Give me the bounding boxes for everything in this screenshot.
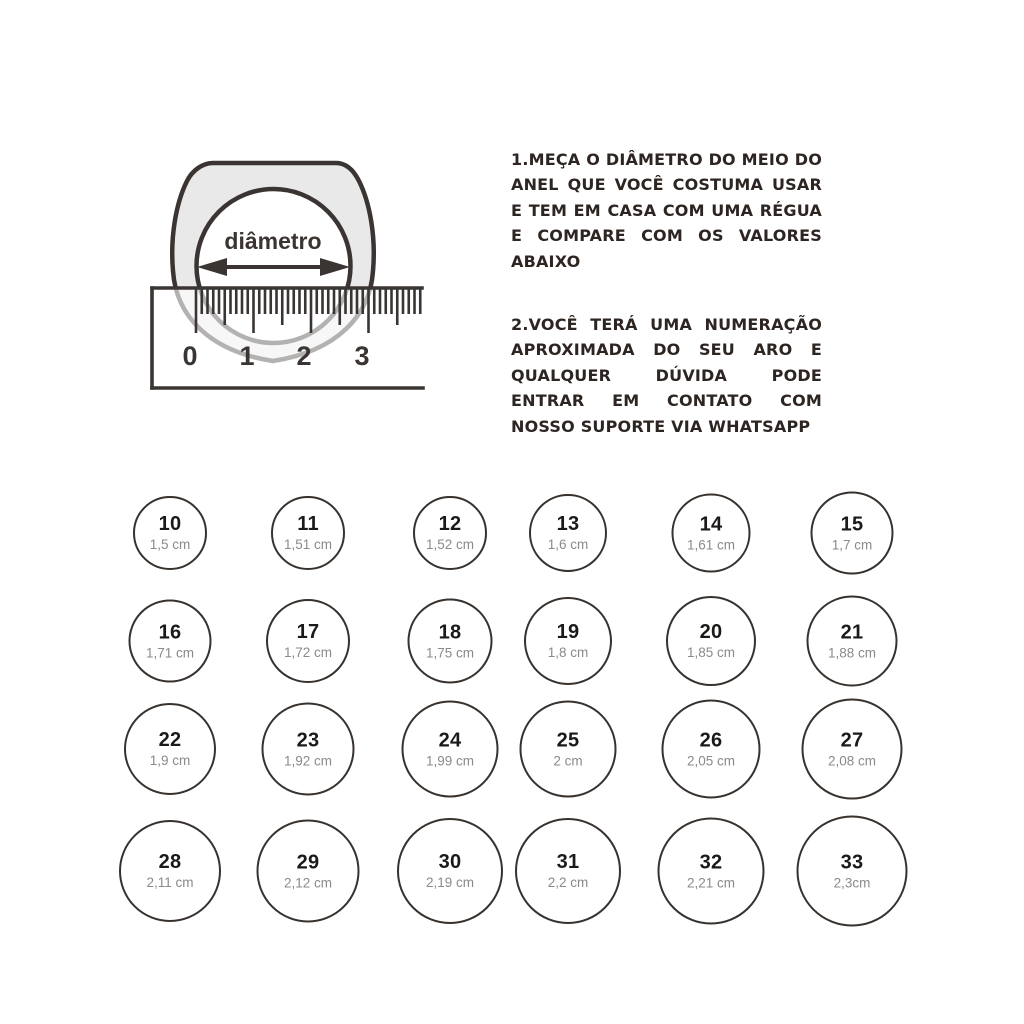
- size-diameter: 2,12 cm: [283, 875, 333, 891]
- size-circle: [672, 494, 751, 573]
- diameter-label: diâmetro: [224, 228, 322, 254]
- size-circle: [133, 496, 207, 570]
- size-number: 23: [296, 729, 320, 752]
- size-circle: [129, 600, 212, 683]
- size-number: 11: [297, 513, 319, 536]
- size-circle: [529, 494, 607, 572]
- size-number: 10: [158, 513, 182, 536]
- size-number: 33: [840, 851, 864, 874]
- size-diameter: 2,08 cm: [827, 753, 877, 769]
- size-circle: [266, 599, 350, 683]
- size-number: 15: [840, 513, 864, 536]
- size-number: 12: [438, 513, 462, 536]
- size-diameter: 2,2 cm: [547, 875, 589, 891]
- size-diameter: 1,85 cm: [686, 645, 736, 661]
- size-circle: [662, 700, 761, 799]
- size-number: 32: [699, 851, 723, 874]
- size-diameter: 1,9 cm: [149, 753, 191, 769]
- size-number: 13: [556, 513, 580, 536]
- size-circle: [666, 596, 756, 686]
- size-number: 29: [296, 851, 320, 874]
- size-number: 17: [296, 621, 320, 644]
- size-diameter: 1,52 cm: [425, 537, 475, 553]
- size-diameter: 1,51 cm: [283, 537, 333, 553]
- ruler-number-3: 3: [354, 341, 370, 371]
- size-circle: [807, 596, 898, 687]
- size-circle: [413, 496, 487, 570]
- size-diameter: 2,11 cm: [146, 875, 194, 891]
- size-diameter: 1,92 cm: [283, 753, 333, 769]
- ruler-number-1: 1: [239, 341, 255, 371]
- size-number: 21: [840, 621, 864, 644]
- size-circle: [515, 818, 621, 924]
- size-number: 19: [556, 621, 580, 644]
- size-number: 14: [699, 513, 723, 536]
- size-diameter: 1,75 cm: [425, 645, 475, 661]
- size-number: 27: [840, 729, 864, 752]
- size-number: 16: [158, 621, 182, 644]
- size-diameter: 1,8 cm: [547, 645, 589, 661]
- size-circle: [797, 816, 908, 927]
- size-diameter: 2,3cm: [833, 875, 871, 891]
- size-diameter: 2 cm: [553, 753, 583, 769]
- size-circle: [124, 703, 216, 795]
- size-number: 22: [158, 729, 182, 752]
- size-number: 25: [556, 729, 580, 752]
- size-circle: [402, 701, 499, 798]
- size-diameter: 2,19 cm: [425, 875, 475, 891]
- size-number: 30: [438, 851, 462, 874]
- size-circle: [811, 492, 894, 575]
- size-diameter: 1,5 cm: [149, 537, 191, 553]
- size-diameter: 1,72 cm: [283, 645, 333, 661]
- size-diameter: 1,6 cm: [547, 537, 589, 553]
- size-diameter: 1,7 cm: [831, 537, 873, 553]
- size-circle: [408, 599, 493, 684]
- size-number: 24: [438, 729, 462, 752]
- instruction-step-2: 2.VOCÊ TERÁ UMA NUMERAÇÃO APROXIMADA DO SEU ARO E QUALQUER DÚVIDA PODE ENTRAR EM CONTATO COM NOSSO SUPORTE VIA WHATSAPP: [511, 315, 822, 436]
- size-diameter: 1,99 cm: [425, 753, 475, 769]
- instruction-step-1: 1.MEÇA O DIÂMETRO DO MEIO DO ANEL QUE VOCÊ COSTUMA USAR E TEM EM CASA COM UMA RÉGUA E COMPARE COM OS VALORES ABAIXO: [511, 150, 822, 271]
- size-circle: [119, 820, 221, 922]
- size-diameter: 1,88 cm: [827, 645, 877, 661]
- size-diameter: 2,21 cm: [686, 875, 736, 891]
- size-number: 18: [438, 621, 462, 644]
- size-number: 20: [699, 621, 723, 644]
- size-circle: [257, 820, 360, 923]
- size-diameter: 1,61 cm: [686, 537, 736, 553]
- size-circle: [271, 496, 345, 570]
- size-number: 31: [556, 851, 580, 874]
- size-circle: [262, 703, 355, 796]
- ruler-number-0: 0: [182, 341, 198, 371]
- size-circle: [520, 701, 617, 798]
- ruler-number-2: 2: [296, 341, 312, 371]
- size-diameter: 1,71 cm: [145, 645, 195, 661]
- size-number: 26: [699, 729, 723, 752]
- size-circle: [397, 818, 503, 924]
- size-diameter: 2,05 cm: [686, 753, 736, 769]
- size-circle: [802, 699, 903, 800]
- size-circle: [524, 597, 612, 685]
- size-circle: [658, 818, 765, 925]
- size-number: 28: [158, 851, 182, 874]
